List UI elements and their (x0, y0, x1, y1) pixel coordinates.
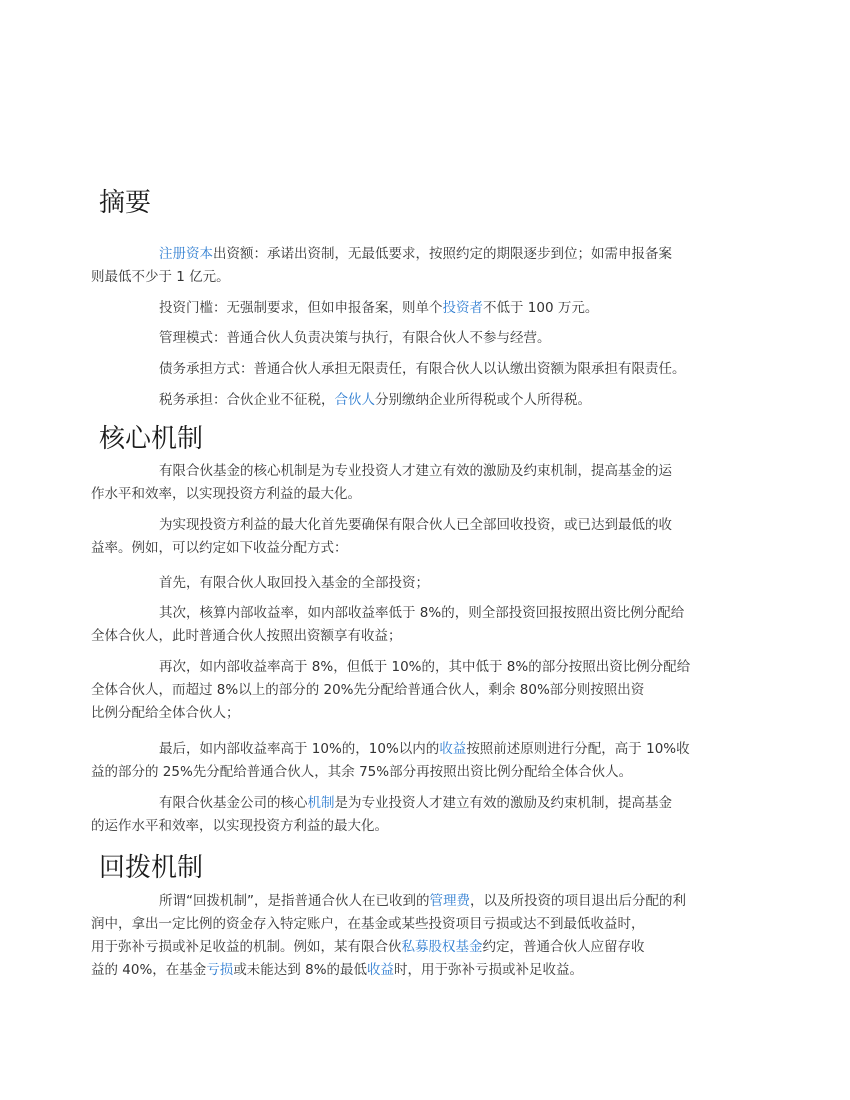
paragraph-line (91, 483, 740, 506)
term-link[interactable]: 收益 (439, 741, 467, 757)
term-link[interactable]: 亏损 (206, 962, 234, 978)
paragraph (125, 389, 740, 412)
paragraph (125, 358, 740, 381)
paragraph-line (125, 389, 740, 412)
text-run: 不低于 100 万元。 (483, 300, 599, 316)
text-run: 首先，有限合伙人取回投入基金的全部投资； (159, 575, 429, 591)
text-run: 有限合伙基金公司的核心 (159, 795, 308, 811)
term-link[interactable]: 投资者 (442, 300, 483, 316)
term-link[interactable]: 合伙人 (334, 392, 375, 408)
paragraph-line (91, 702, 740, 725)
text-run: 是为专业投资人才建立有效的激励及约束机制，提高基金 (334, 795, 672, 811)
section-heading: 摘要 (99, 188, 152, 218)
text-run: 再次，如内部收益率高于 8%，但低于 10%的，其中低于 8%的部分按照出资比例分配给 (159, 659, 691, 675)
text-run: 比例分配给全体合伙人； (91, 705, 240, 721)
paragraph-line (125, 602, 740, 625)
paragraph-line (91, 266, 740, 289)
paragraph-line (91, 936, 740, 959)
text-run: 约定，普通合伙人应留存收 (482, 939, 645, 955)
term-link[interactable]: 机制 (307, 795, 335, 811)
text-run: 益的 40%，在基金 (91, 962, 207, 978)
text-run: 按照前述原则进行分配，高于 10%收 (466, 741, 690, 757)
text-run: 所谓“回拨机制”，是指普通合伙人在已收到的 (159, 893, 430, 909)
text-run: 润中，拿出一定比例的资金存入特定账户，在基金或某些投资项目亏损或达不到最低收益时， (91, 916, 645, 932)
text-run: 最后，如内部收益率高于 10%的，10%以内的 (159, 741, 440, 757)
paragraph (125, 327, 740, 350)
term-link[interactable]: 私募股权基金 (401, 939, 483, 955)
paragraph-line (125, 358, 740, 381)
term-link[interactable]: 收益 (367, 962, 395, 978)
text-run: 时，用于弥补亏损或补足收益。 (394, 962, 584, 978)
paragraph-line (91, 679, 740, 702)
text-run: 投资门槛：无强制要求，但如申报备案，则单个 (159, 300, 443, 316)
text-run: 税务承担：合伙企业不征税， (159, 392, 335, 408)
paragraph-line (91, 761, 740, 784)
paragraph (91, 792, 740, 838)
paragraph-line (125, 460, 740, 483)
paragraph (91, 738, 740, 784)
term-link[interactable]: 注册资本 (159, 246, 213, 262)
paragraph-line (125, 327, 740, 350)
text-run: 作水平和效率，以实现投资方利益的最大化。 (91, 486, 361, 502)
paragraph (91, 460, 740, 506)
text-run: 益率。例如，可以约定如下收益分配方式： (91, 540, 348, 556)
text-run: 管理模式：普通合伙人负责决策与执行，有限合伙人不参与经营。 (159, 330, 551, 346)
paragraph (91, 890, 740, 982)
paragraph-line (91, 625, 740, 648)
text-run: 的运作水平和效率，以实现投资方利益的最大化。 (91, 818, 388, 834)
section-heading: 回拨机制 (99, 853, 204, 883)
paragraph (91, 656, 740, 725)
paragraph-line (125, 297, 740, 320)
text-run: 有限合伙基金的核心机制是为专业投资人才建立有效的激励及约束机制，提高基金的运 (159, 463, 672, 479)
paragraph-line (91, 959, 740, 982)
text-run: 全体合伙人，此时普通合伙人按照出资额享有收益； (91, 628, 402, 644)
paragraph (91, 514, 740, 560)
paragraph-line (125, 792, 740, 815)
text-run: 用于弥补亏损或补足收益的机制。例如，某有限合伙 (91, 939, 402, 955)
paragraph-line (125, 572, 740, 595)
paragraph (91, 243, 740, 289)
text-run: 其次，核算内部收益率，如内部收益率低于 8%的，则全部投资回报按照出资比例分配给 (159, 605, 685, 621)
paragraph-line (125, 656, 740, 679)
text-run: 则最低不少于 1 亿元。 (91, 269, 230, 285)
paragraph-line (125, 243, 740, 266)
text-run: 出资额：承诺出资制，无最低要求，按照约定的期限逐步到位；如需申报备案 (213, 246, 672, 262)
text-run: 或未能达到 8%的最低 (233, 962, 368, 978)
text-run: 益的部分的 25%先分配给普通合伙人，其余 75%部分再按照出资比例分配给全体合伙人。 (91, 764, 633, 780)
paragraph (125, 297, 740, 320)
text-run: 分别缴纳企业所得税或个人所得税。 (375, 392, 591, 408)
paragraph-line (125, 890, 740, 913)
section-heading: 核心机制 (99, 424, 204, 454)
paragraph-line (125, 514, 740, 537)
paragraph-line (91, 815, 740, 838)
paragraph-line (125, 738, 740, 761)
paragraph (125, 572, 740, 595)
text-run: 债务承担方式：普通合伙人承担无限责任，有限合伙人以认缴出资额为限承担有限责任。 (159, 361, 686, 377)
paragraph (91, 602, 740, 648)
text-run: ，以及所投资的项目退出后分配的利 (470, 893, 686, 909)
text-run: 全体合伙人，而超过 8%以上的部分的 20%先分配给普通合伙人，剩余 80%部分则按照出资 (91, 682, 645, 698)
text-run: 为实现投资方利益的最大化首先要确保有限合伙人已全部回收投资，或已达到最低的收 (159, 517, 672, 533)
paragraph-line (91, 913, 740, 936)
term-link[interactable]: 管理费 (429, 893, 470, 909)
paragraph-line (91, 537, 740, 560)
